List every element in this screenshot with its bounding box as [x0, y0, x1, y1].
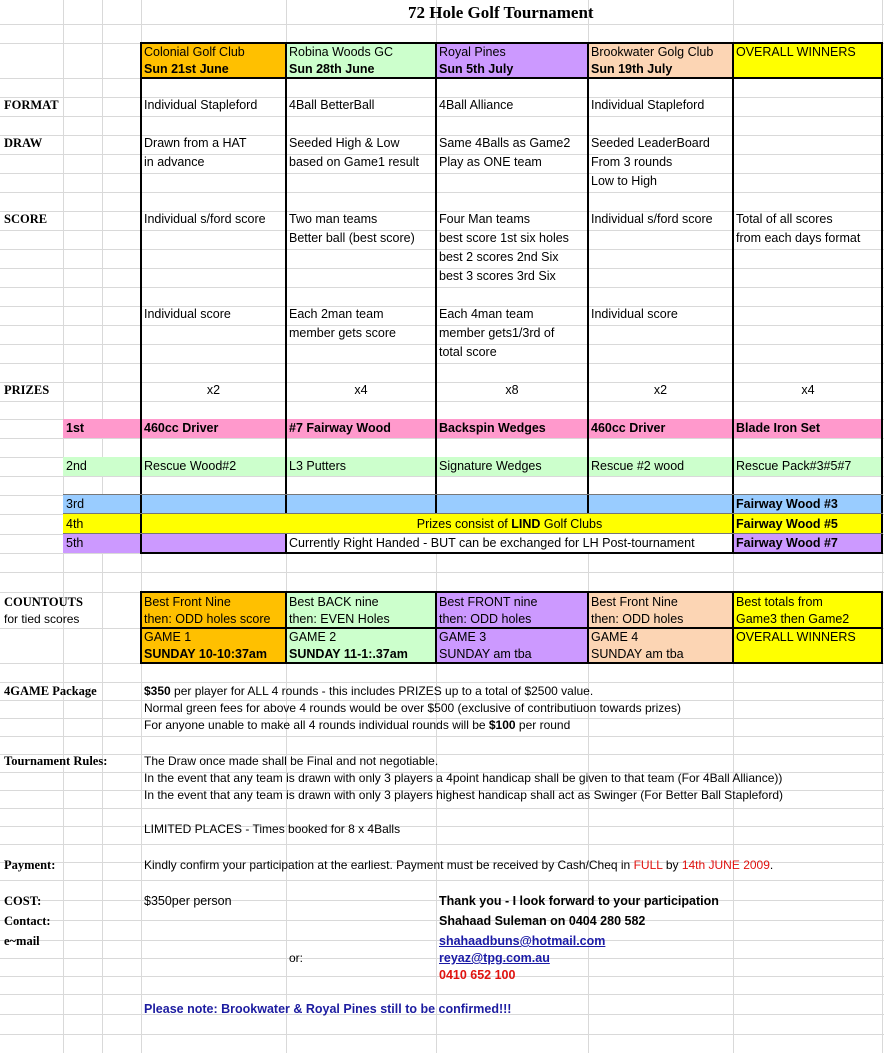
second-prize-2: L3 Putters	[289, 459, 346, 473]
game-2-time: SUNDAY 11-1:.37am	[289, 647, 408, 661]
second-prize-3: Signature Wedges	[439, 459, 542, 473]
contact-name-phone: Shahaad Suleman on 0404 280 582	[439, 914, 646, 928]
prize-note: Prizes consist of LIND Golf Clubs	[416, 517, 603, 531]
score2-cell-4: Individual score	[591, 307, 678, 321]
game-2-name: GAME 2	[289, 630, 337, 644]
first-prize-2: #7 Fairway Wood	[289, 421, 391, 435]
prizes-label: PRIZES	[4, 383, 50, 397]
cost-label: COST:	[4, 894, 42, 908]
overall-winners-label: OVERALL WINNERS	[736, 630, 856, 644]
cost-value: $350per person	[144, 894, 232, 908]
score2-cell-3-line-1: Each 4man team	[439, 307, 534, 321]
score-cell-5-line-1: Total of all scores	[736, 212, 833, 226]
countout-4-line-1: Best Front Nine	[591, 595, 678, 609]
rule-1: The Draw once made shall be Final and not negotiable.	[144, 754, 439, 768]
score-cell-3-line-3: best 2 scores 2nd Six	[439, 250, 559, 264]
package-label: 4GAME Package	[4, 684, 97, 698]
second-prize-5: Rescue Pack#3#5#7	[736, 459, 852, 473]
thanks-text: Thank you - I look forward to your participation	[439, 894, 719, 908]
score2-cell-3-line-3: total score	[439, 345, 497, 359]
countout-1-line-1: Best Front Nine	[144, 595, 231, 609]
countout-3-line-2: then: ODD holes	[439, 612, 532, 626]
countout-4-line-2: then: ODD holes	[591, 612, 684, 626]
score-cell-3-line-2: best score 1st six holes	[439, 231, 569, 245]
countout-5-line-1: Best totals from	[736, 595, 823, 609]
draw-cell-4-line-2: From 3 rounds	[591, 155, 673, 169]
draw-cell-4-line-3: Low to High	[591, 174, 658, 188]
format-cell-3: 4Ball Alliance	[439, 98, 514, 112]
score-cell-2-line-2: Better ball (best score)	[289, 231, 415, 245]
score-cell-2-line-1: Two man teams	[289, 212, 378, 226]
score-label: SCORE	[4, 212, 48, 226]
phone-number: 0410 652 100	[439, 968, 516, 982]
format-label: FORMAT	[4, 98, 59, 112]
score2-cell-2-line-2: member gets score	[289, 326, 396, 340]
countout-2-line-1: Best BACK nine	[289, 595, 379, 609]
score-cell-4: Individual s/ford score	[591, 212, 713, 226]
draw-cell-1-line-2: in advance	[144, 155, 205, 169]
confirmation-note: Please note: Brookwater & Royal Pines still to be confirmed!!!	[144, 1002, 512, 1016]
fourth-place-label: 4th	[66, 517, 84, 531]
first-place-label: 1st	[66, 421, 85, 435]
countout-2-line-2: then: EVEN Holes	[289, 612, 390, 626]
first-prize-4: 460cc Driver	[591, 421, 666, 435]
game-1-name: GAME 1	[144, 630, 192, 644]
prize-count-2: x4	[354, 383, 368, 397]
countout-5-line-2: Game3 then Game2	[736, 612, 850, 626]
third-prize-overall: Fairway Wood #3	[736, 497, 838, 511]
package-line-1: $350 per player for ALL 4 rounds - this includes PRIZES up to a total of $2500 value.	[144, 684, 594, 698]
fourth-prize-overall: Fairway Wood #5	[736, 517, 838, 531]
email-link-2[interactable]: reyaz@tpg.com.au	[439, 951, 550, 965]
game-1-time: SUNDAY 10-10:37am	[144, 647, 267, 661]
first-prize-3: Backspin Wedges	[439, 421, 546, 435]
payment-text: Kindly confirm your participation at the earliest. Payment must be received by Cash/Cheq in FULL by 14th JUNE 2009.	[144, 858, 774, 872]
fifth-place-label: 5th	[66, 536, 84, 550]
score2-cell-3-line-2: member gets1/3rd of	[439, 326, 555, 340]
game-4-time: SUNDAY am tba	[591, 647, 684, 661]
countouts-sublabel: for tied scores	[4, 612, 80, 626]
prize-count-5: x4	[801, 383, 815, 397]
prize-count-1: x2	[206, 383, 221, 397]
prize-count-4: x2	[653, 383, 668, 397]
countouts-label: COUNTOUTS	[4, 595, 83, 609]
rule-2: In the event that any team is drawn with only 3 players a 4point handicap shall be given to that team (For 4Ball Alliance))	[144, 771, 783, 785]
prize-count-3: x8	[505, 383, 519, 397]
draw-label: DRAW	[4, 136, 43, 150]
format-cell-4: Individual Stapleford	[591, 98, 705, 112]
score2-cell-1: Individual score	[144, 307, 231, 321]
page-title: 72 Hole Golf Tournament	[408, 3, 594, 22]
package-line-3: For anyone unable to make all 4 rounds individual rounds will be $100 per round	[144, 718, 571, 732]
second-prize-1: Rescue Wood#2	[144, 459, 237, 473]
contact-label: Contact:	[4, 914, 51, 928]
hand-note: Currently Right Handed - BUT can be exchanged for LH Post-tournament	[289, 536, 695, 550]
draw-cell-3-line-1: Same 4Balls as Game2	[439, 136, 571, 150]
email-link-1[interactable]: shahaadbuns@hotmail.com	[439, 934, 606, 948]
limited-places: LIMITED PLACES - Times booked for 8 x 4Balls	[144, 822, 401, 836]
draw-cell-2-line-1: Seeded High & Low	[289, 136, 400, 150]
countout-3-line-1: Best FRONT nine	[439, 595, 538, 609]
email-label: e~mail	[4, 934, 40, 948]
score-cell-1: Individual s/ford score	[144, 212, 266, 226]
or-text: or:	[289, 951, 304, 965]
payment-label: Payment:	[4, 858, 56, 872]
draw-cell-1-line-1: Drawn from a HAT	[144, 136, 247, 150]
first-prize-1: 460cc Driver	[144, 421, 219, 435]
score2-cell-2-line-1: Each 2man team	[289, 307, 384, 321]
third-place-label: 3rd	[66, 497, 85, 511]
format-cell-2: 4Ball BetterBall	[289, 98, 375, 112]
game-3-time: SUNDAY am tba	[439, 647, 532, 661]
rule-3: In the event that any team is drawn with only 3 players highest handicap shall act as Swinger (For Better Ball Stapleford)	[144, 788, 783, 802]
score-cell-3-line-4: best 3 scores 3rd Six	[439, 269, 556, 283]
rules-label: Tournament Rules:	[4, 754, 108, 768]
package-line-2: Normal green fees for above 4 rounds would be over $500 (exclusive of contributiuon towards prizes)	[144, 701, 681, 715]
game-4-name: GAME 4	[591, 630, 639, 644]
draw-cell-3-line-2: Play as ONE team	[439, 155, 542, 169]
score-cell-3-line-1: Four Man teams	[439, 212, 531, 226]
format-cell-1: Individual Stapleford	[144, 98, 258, 112]
draw-cell-4-line-1: Seeded LeaderBoard	[591, 136, 710, 150]
main-table-border	[140, 42, 883, 554]
second-prize-4: Rescue #2 wood	[591, 459, 685, 473]
countout-1-line-2: then: ODD holes score	[144, 612, 271, 626]
second-place-label: 2nd	[66, 459, 87, 473]
score-cell-5-line-2: from each days format	[736, 231, 861, 245]
draw-cell-2-line-2: based on Game1 result	[289, 155, 419, 169]
fifth-prize-overall: Fairway Wood #7	[736, 536, 838, 550]
game-3-name: GAME 3	[439, 630, 487, 644]
first-prize-5: Blade Iron Set	[736, 421, 821, 435]
